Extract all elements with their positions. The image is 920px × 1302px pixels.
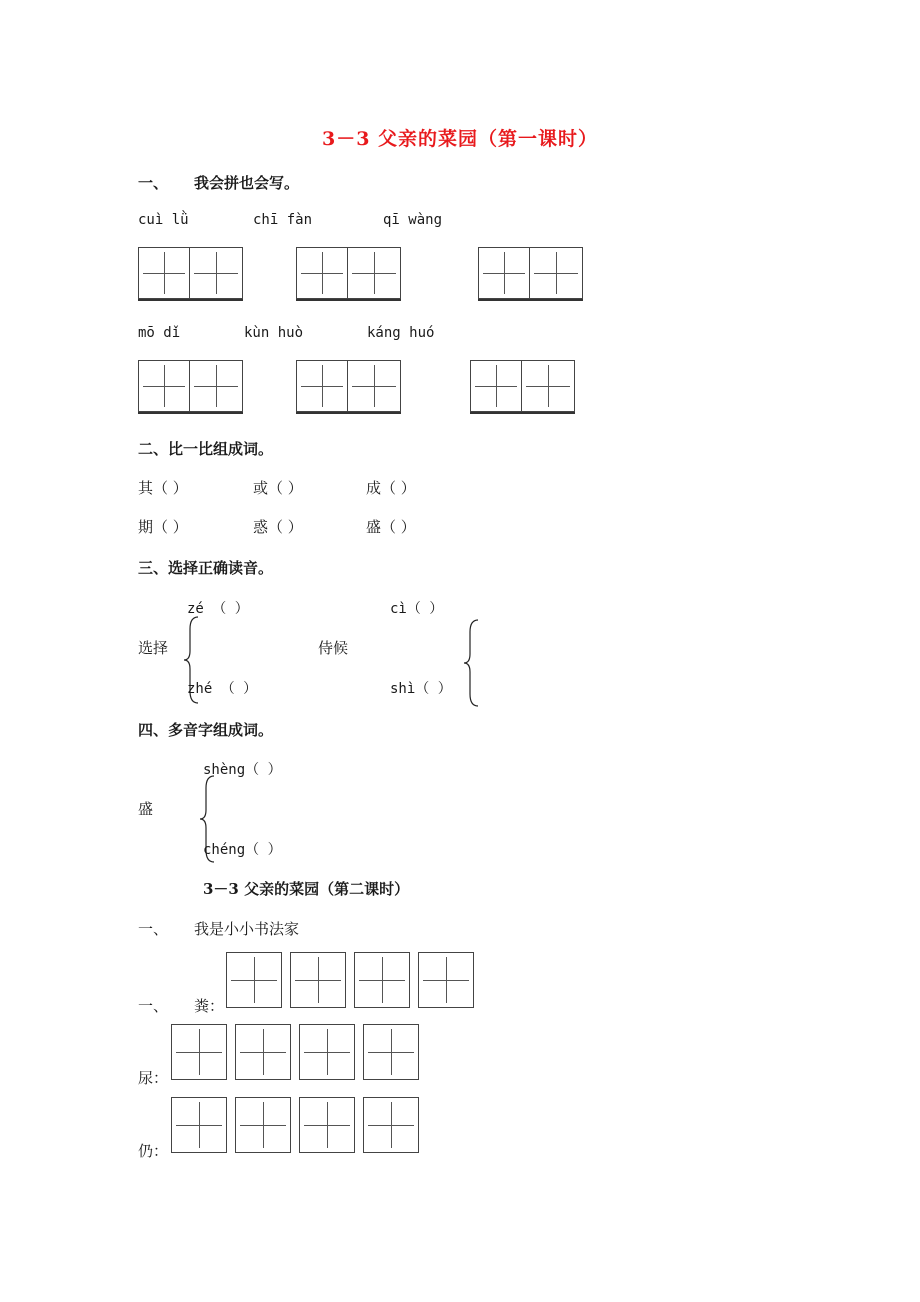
pinyin-chifan: chī fàn (253, 212, 313, 228)
writing-cell[interactable] (190, 360, 243, 412)
writing-cell[interactable] (299, 1024, 355, 1080)
writing-grid-kunhuo[interactable] (296, 360, 401, 414)
compare-item-qi2[interactable]: 期（ ） (138, 518, 188, 536)
writing-grid-modi[interactable] (138, 360, 243, 414)
lesson2-section1-heading: 我是小小书法家 (194, 920, 300, 938)
writing-cell[interactable] (348, 360, 401, 412)
writing-cell[interactable] (296, 247, 348, 299)
section1-number: 一、 (138, 174, 169, 192)
writing-cell[interactable] (299, 1097, 355, 1153)
writing-grid-cuilu[interactable] (138, 247, 243, 301)
writing-cell[interactable] (363, 1024, 419, 1080)
writing-cell[interactable] (138, 247, 190, 299)
writing-cell[interactable] (235, 1097, 291, 1153)
writing-grid-kanghuo[interactable] (470, 360, 575, 414)
writing-cell[interactable] (478, 247, 530, 299)
writing-cell[interactable] (290, 952, 346, 1008)
word-shihou: 侍候 (318, 639, 349, 657)
writing-grid-qiwang[interactable] (478, 247, 583, 301)
pinyin-qiwang: qī wàng (383, 212, 443, 228)
pinyin-modi: mō dǐ (138, 325, 181, 341)
writing-cell[interactable] (354, 952, 410, 1008)
writing-cell[interactable] (226, 952, 282, 1008)
writing-cell[interactable] (363, 1097, 419, 1153)
writing-cell[interactable] (522, 360, 575, 412)
section2-heading: 二、比一比组成词。 (138, 440, 274, 458)
writing-cell[interactable] (235, 1024, 291, 1080)
char-label-niao: 尿： (138, 1069, 169, 1087)
option-sheng[interactable]: shèng（ ） (203, 762, 282, 778)
pinyin-kunhuo: kùn huò (244, 325, 304, 341)
writing-cell[interactable] (171, 1024, 227, 1080)
writing-cell[interactable] (138, 360, 190, 412)
compare-item-sheng[interactable]: 盛（ ） (366, 518, 416, 536)
compare-item-huo[interactable]: 或（ ） (253, 479, 303, 497)
section4-heading: 四、多音字组成词。 (138, 721, 274, 739)
lesson2-title: 3－3 父亲的菜园（第二课时） (203, 880, 410, 898)
writing-grid-chifan[interactable] (296, 247, 401, 301)
writing-cell[interactable] (530, 247, 583, 299)
lesson2-section1-number: 一、 (138, 920, 169, 938)
option-cheng[interactable]: chéng（ ） (203, 842, 282, 858)
calligraphy-row-fen[interactable] (226, 952, 474, 1008)
writing-cell[interactable] (418, 952, 474, 1008)
char-label-reng: 仍： (138, 1142, 169, 1160)
word-xuanze: 选择 (138, 639, 169, 657)
option-zhe[interactable]: zhé （ ） (187, 681, 258, 697)
compare-item-huo2[interactable]: 惑（ ） (253, 518, 303, 536)
pinyin-kanghuo: káng huó (367, 325, 435, 341)
writing-cell[interactable] (470, 360, 522, 412)
option-ze[interactable]: zé （ ） (187, 601, 249, 617)
char-label-fen: 粪： (194, 997, 225, 1015)
option-shi[interactable]: shì（ ） (390, 681, 452, 697)
polyphone-char: 盛 (138, 800, 154, 818)
section3-heading: 三、选择正确读音。 (138, 559, 274, 577)
compare-item-qi[interactable]: 其（ ） (138, 479, 188, 497)
option-ci[interactable]: cì（ ） (390, 601, 444, 617)
calligraphy-row-reng[interactable] (171, 1097, 419, 1153)
writing-cell[interactable] (171, 1097, 227, 1153)
compare-item-cheng[interactable]: 成（ ） (366, 479, 416, 497)
writing-cell[interactable] (296, 360, 348, 412)
section1-heading: 我会拼也会写。 (194, 174, 300, 192)
lesson1-title: 3－3 父亲的菜园（第一课时） (321, 128, 599, 150)
writing-cell[interactable] (348, 247, 401, 299)
calligraphy-row-niao[interactable] (171, 1024, 419, 1080)
writing-cell[interactable] (190, 247, 243, 299)
left-brace-icon (462, 618, 482, 708)
row-prefix: 一、 (138, 997, 169, 1015)
pinyin-cuilu: cuì lǜ (138, 212, 189, 228)
